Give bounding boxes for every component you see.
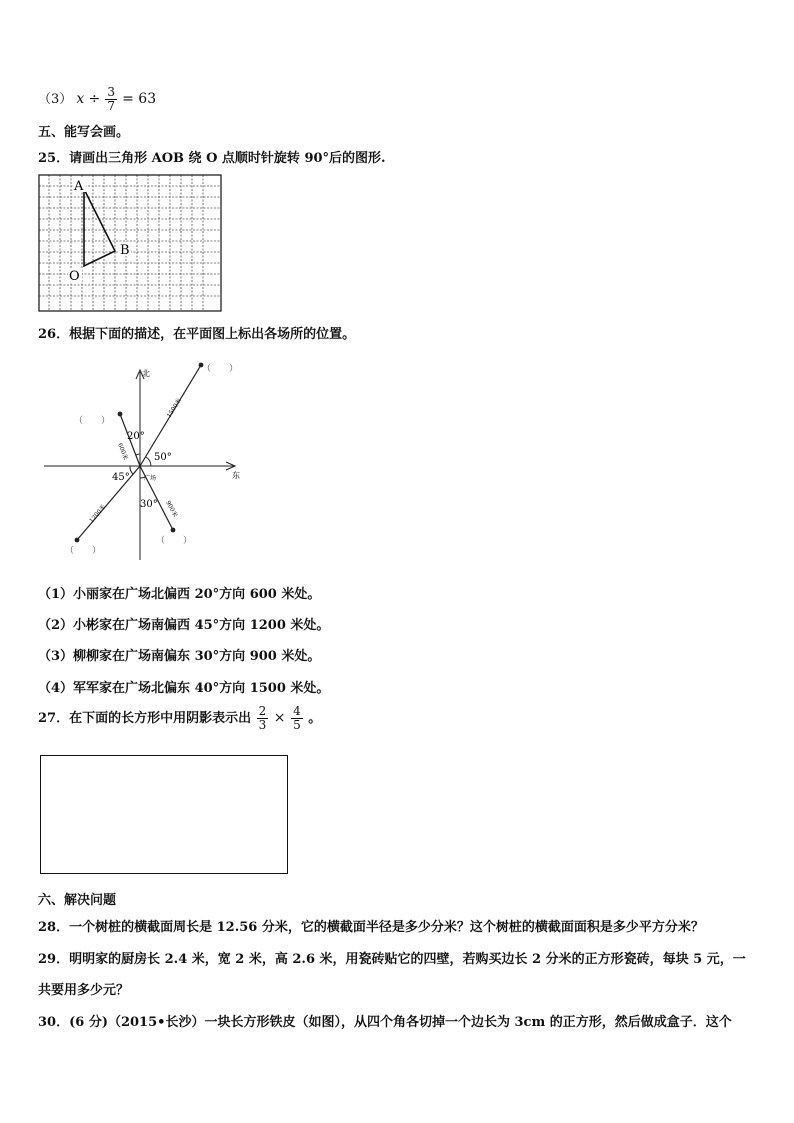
q27-f1-denominator: 3 <box>258 718 267 732</box>
angle-50: 50° <box>154 452 172 463</box>
distance-900: 900米 <box>164 499 179 519</box>
section-5-title: 五、能写会画。 <box>38 125 130 140</box>
equation-operator: ÷ <box>88 91 101 107</box>
blank-600: （ ） <box>74 416 111 426</box>
angle-45: 45° <box>112 472 130 483</box>
point-a-label: A <box>74 179 84 194</box>
equation-rhs: = 63 <box>122 91 157 107</box>
equation-variable: x <box>76 91 85 107</box>
blank-1200: （ ） <box>65 546 102 556</box>
q26-item-1: （1）小丽家在广场北偏西 20°方向 600 米处。 <box>38 587 321 602</box>
blank-900: （ ） <box>156 536 193 546</box>
direction-diagram <box>38 356 258 566</box>
point-o-label: O <box>69 269 80 284</box>
grid-triangle-figure <box>38 174 222 312</box>
angle-20: 20° <box>127 431 145 442</box>
question-30: 30．(6 分)（2015•长沙）一块长方形铁皮（如图），从四个角各切掉一个边长为 3cm 的正方形，然后做成盒子．这个 <box>38 1015 732 1030</box>
question-29-line-1: 29．明明家的厨房长 2.4 米，宽 2 米，高 2.6 米，用瓷砖贴它的四壁，若购买边长 2 分米的正方形瓷砖，每块 5 元，一 <box>38 952 746 967</box>
q27-times: × <box>273 710 286 726</box>
q27-prefix: 27．在下面的长方形中用阴影表示出 <box>38 711 252 726</box>
question-28: 28．一个树桩的横截面周长是 12.56 分米，它的横截面半径是多少分米？这个树桩的横截面面积是多少平方分米？ <box>38 920 704 935</box>
equation-3 <box>38 86 156 113</box>
blank-1500: （ ） <box>202 364 239 374</box>
q27-fraction-1 <box>257 705 269 732</box>
question-26: 26．根据下面的描述，在平面图上标出各场所的位置。 <box>38 327 356 342</box>
distance-1200: 1200米 <box>88 503 108 525</box>
fraction-denominator: 7 <box>107 99 115 113</box>
question-29-line-2: 共要用多少元？ <box>38 983 130 998</box>
point-b-label: B <box>120 243 130 258</box>
equation-fraction <box>105 86 117 113</box>
q26-item-4: （4）军军家在广场北偏东 40°方向 1500 米处。 <box>38 681 330 696</box>
q27-suffix: 。 <box>308 711 322 726</box>
angle-30: 30° <box>140 499 158 510</box>
q27-f2-numerator: 4 <box>293 704 301 718</box>
q27-fraction-2 <box>291 705 303 732</box>
question-27 <box>38 705 321 732</box>
section-6-title: 六、解决问题 <box>38 893 117 908</box>
q26-item-3: （3）柳柳家在广场南偏东 30°方向 900 米处。 <box>38 649 321 664</box>
distance-600: 600米 <box>116 442 129 462</box>
q26-item-2: （2）小彬家在广场南偏西 45°方向 1200 米处。 <box>38 618 330 633</box>
q27-f1-numerator: 2 <box>258 704 267 718</box>
north-label: 北 <box>142 369 150 378</box>
center-label: 广场 <box>144 475 157 482</box>
q27-f2-denominator: 5 <box>293 718 301 732</box>
equation-prefix: （3） <box>38 92 73 107</box>
east-label: 东 <box>232 471 240 480</box>
distance-1500: 1500米 <box>165 397 183 420</box>
shading-rectangle <box>40 755 288 874</box>
triangle-aob <box>84 189 115 266</box>
fraction-numerator: 3 <box>107 85 115 99</box>
question-25: 25．请画出三角形 AOB 绕 O 点顺时针旋转 90°后的图形. <box>38 151 386 166</box>
